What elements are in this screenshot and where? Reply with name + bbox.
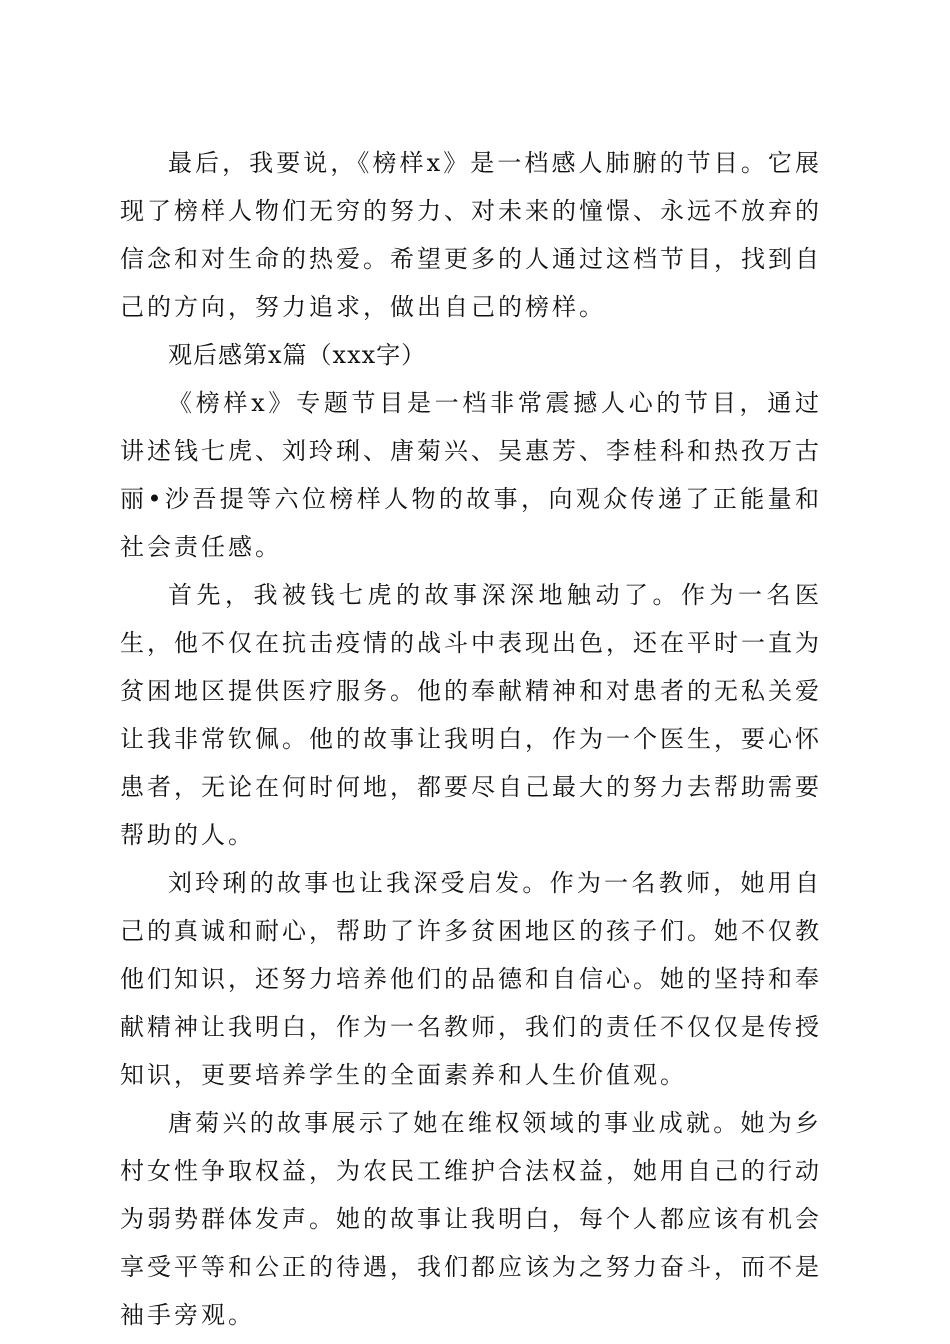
paragraph-qian-qihu: 首先，我被钱七虎的故事深深地触动了。作为一名医生，他不仅在抗击疫情的战斗中表现出色，还在平时一直为贫困地区提供医疗服务。他的奉献精神和对患者的无私关爱让我非常钦佩。他的故事让我明白，作为一个医生，要心怀患者，无论在何时何地，都要尽自己最大的努力去帮助需要帮助的人。 <box>120 581 822 849</box>
document-body <box>120 139 822 1339</box>
paragraph-liu-lingli: 刘玲琍的故事也让我深受启发。作为一名教师，她用自己的真诚和耐心，帮助了许多贫困地区的孩子们。她不仅教他们知识，还努力培养他们的品德和自信心。她的坚持和奉献精神让我明白，作为一名教师，我们的责任不仅仅是传授知识，更要培养学生的全面素养和人生价值观。 <box>120 869 822 1089</box>
paragraph-tang-juxing: 唐菊兴的故事展示了她在维权领域的事业成就。她为乡村女性争取权益，为农民工维护合法权益，她用自己的行动为弱势群体发声。她的故事让我明白，每个人都应该有机会享受平等和公正的待遇，我们都应该为之努力奋斗，而不是袖手旁观。 <box>120 1109 822 1329</box>
paragraph-intro: 《榜样x》专题节目是一档非常震撼人心的节目，通过讲述钱七虎、刘玲琍、唐菊兴、吴惠芳、李桂科和热孜万古丽•沙吾提等六位榜样人物的故事，向观众传递了正能量和社会责任感。 <box>120 389 822 561</box>
paragraph-conclusion: 最后，我要说，《榜样x》是一档感人肺腑的节目。它展现了榜样人物们无穷的努力、对未来的憧憬、永远不放弃的信念和对生命的热爱。希望更多的人通过这档节目，找到自己的方向，努力追求，做出自己的榜样。 <box>120 149 822 321</box>
section-heading: 观后感第x篇（xxx字） <box>168 341 427 369</box>
